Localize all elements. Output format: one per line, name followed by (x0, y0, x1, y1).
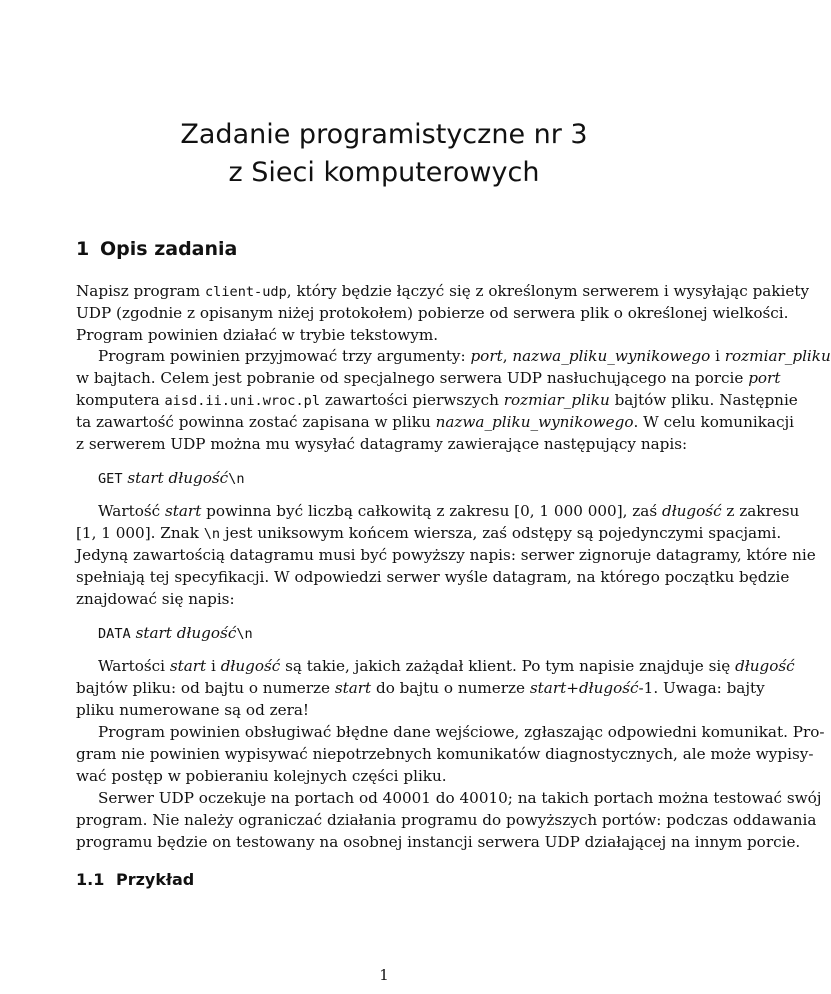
text: -1. Uwaga: bajty (638, 679, 765, 697)
paragraph-line: Jedyną zawartością datagramu musi być powyższy napis: serwer zignoruje datagramy, które nie (76, 546, 816, 564)
italic-term: długość (735, 657, 795, 675)
text: ta zawartość powinna zostać zapisana w pliku (76, 413, 436, 431)
italic-term: długość (220, 657, 281, 675)
get-command-format (98, 469, 714, 488)
paragraph-line: UDP (zgodnie z opisanym niżej protokołem) pobierze od serwera plik o określonej wielkości. (76, 304, 789, 322)
subsection-heading (76, 870, 194, 889)
text: bajtów pliku. Następnie (609, 391, 798, 409)
italic-term: port (748, 369, 781, 387)
keyword-code: GET (98, 471, 123, 487)
paragraph-line: pliku numerowane są od zera! (76, 701, 310, 719)
italic-term: nazwa_pliku_wynikowego (435, 413, 634, 431)
italic-term: długość (176, 624, 237, 642)
text: + (566, 679, 579, 697)
title-line-1: Zadanie programistyczne nr 3 (180, 119, 588, 150)
text: zawartości pierwszych (320, 391, 504, 409)
text: , który będzie łączyć się z określonym serwerem i wysyłając pakiety (286, 282, 810, 300)
paragraph-line (76, 369, 781, 387)
italic-term: długość (168, 469, 229, 487)
text: w bajtach. Celem jest pobranie od specjalnego serwera UDP nasłuchującego na porcie (76, 369, 749, 387)
paragraph-line (76, 391, 798, 410)
subsection-number: 1.1 (76, 870, 105, 889)
text: bajtów pliku: od bajtu o numerze (76, 679, 335, 697)
paragraph-line (76, 502, 800, 520)
text: Wartości (98, 657, 170, 675)
text: powinna być liczbą całkowitą z zakresu [0, 1 000 000], zaś (201, 502, 662, 520)
italic-term: rozmiar_pliku (503, 391, 610, 409)
italic-term: start (164, 502, 202, 520)
page-number: 1 (379, 966, 389, 984)
italic-term: długość (578, 679, 639, 697)
text: Program powinien przyjmować trzy argumenty: (98, 347, 471, 365)
text: jest uniksowym końcem wiersza, zaś odstępy są pojedynczymi spacjami. (220, 524, 782, 542)
text: do bajtu o numerze (371, 679, 530, 697)
italic-term: start (529, 679, 567, 697)
text: Napisz program (76, 282, 205, 300)
paragraph-line (76, 679, 765, 697)
paragraph-line: z serwerem UDP można mu wysyłać datagramy zawierające następujący napis: (76, 435, 688, 453)
newline-code: \n (203, 526, 221, 542)
keyword-code: DATA (98, 626, 131, 642)
text: i (710, 347, 725, 365)
text: komputera (76, 391, 165, 409)
paragraph-line: spełniają tej specyfikacji. W odpowiedzi serwer wyśle datagram, na którego początku będzie (76, 568, 790, 586)
text: . W celu komunikacji (633, 413, 795, 431)
title-line-2: z Sieci komputerowych (228, 157, 540, 188)
data-command-format (98, 624, 714, 643)
paragraph-line: program. Nie należy ograniczać działania programu do powyższych portów: podczas oddawania (76, 811, 817, 829)
italic-term: start (169, 657, 207, 675)
paragraph-line (76, 347, 831, 365)
paragraph-line: Program powinien obsługiwać błędne dane wejściowe, zgłaszając odpowiedni komunikat. Pro- (98, 723, 825, 741)
italic-term: start (127, 469, 164, 487)
paragraph-line: Program powinien działać w trybie tekstowym. (76, 326, 439, 344)
newline-code: \n (236, 626, 253, 642)
text: [1, 1 000]. Znak (76, 524, 204, 542)
hostname-code: aisd.ii.uni.wroc.pl (164, 393, 320, 409)
arg-output-file: nazwa_pliku_wynikowego (512, 347, 711, 365)
italic-term: start (334, 679, 372, 697)
section-number: 1 (76, 238, 90, 260)
subsection-title: Przykład (116, 870, 195, 889)
text: z zakresu (721, 502, 800, 520)
program-name-code: client-udp (204, 284, 287, 300)
text: , (502, 347, 513, 365)
arg-port: port (470, 347, 503, 365)
paragraph-line (76, 413, 795, 431)
document-title (76, 116, 692, 192)
paragraph-line (76, 657, 795, 675)
text: i (206, 657, 221, 675)
paragraph-line (76, 282, 810, 301)
paragraph-line: gram nie powinien wypisywać niepotrzebnych komunikatów diagnostycznych, ale może wypisy- (76, 745, 814, 763)
text: Wartość (98, 502, 165, 520)
text: są takie, jakich zażądał klient. Po tym napisie znajduje się (280, 657, 736, 675)
paragraph-line (76, 524, 782, 543)
paragraph-line: Serwer UDP oczekuje na portach od 40001 do 40010; na takich portach można testować swój (98, 789, 822, 807)
italic-term: długość (661, 502, 722, 520)
newline-code: \n (228, 471, 245, 487)
paragraph-line: wać postęp w pobieraniu kolejnych części pliku. (76, 767, 447, 785)
section-heading (76, 238, 237, 260)
paragraph-line: programu będzie on testowany na osobnej instancji serwera UDP działającej na innym porcie. (76, 833, 801, 851)
arg-file-size: rozmiar_pliku (724, 347, 831, 365)
italic-term: start (135, 624, 172, 642)
paragraph-line: znajdować się napis: (76, 590, 235, 608)
section-title: Opis zadania (100, 238, 238, 260)
